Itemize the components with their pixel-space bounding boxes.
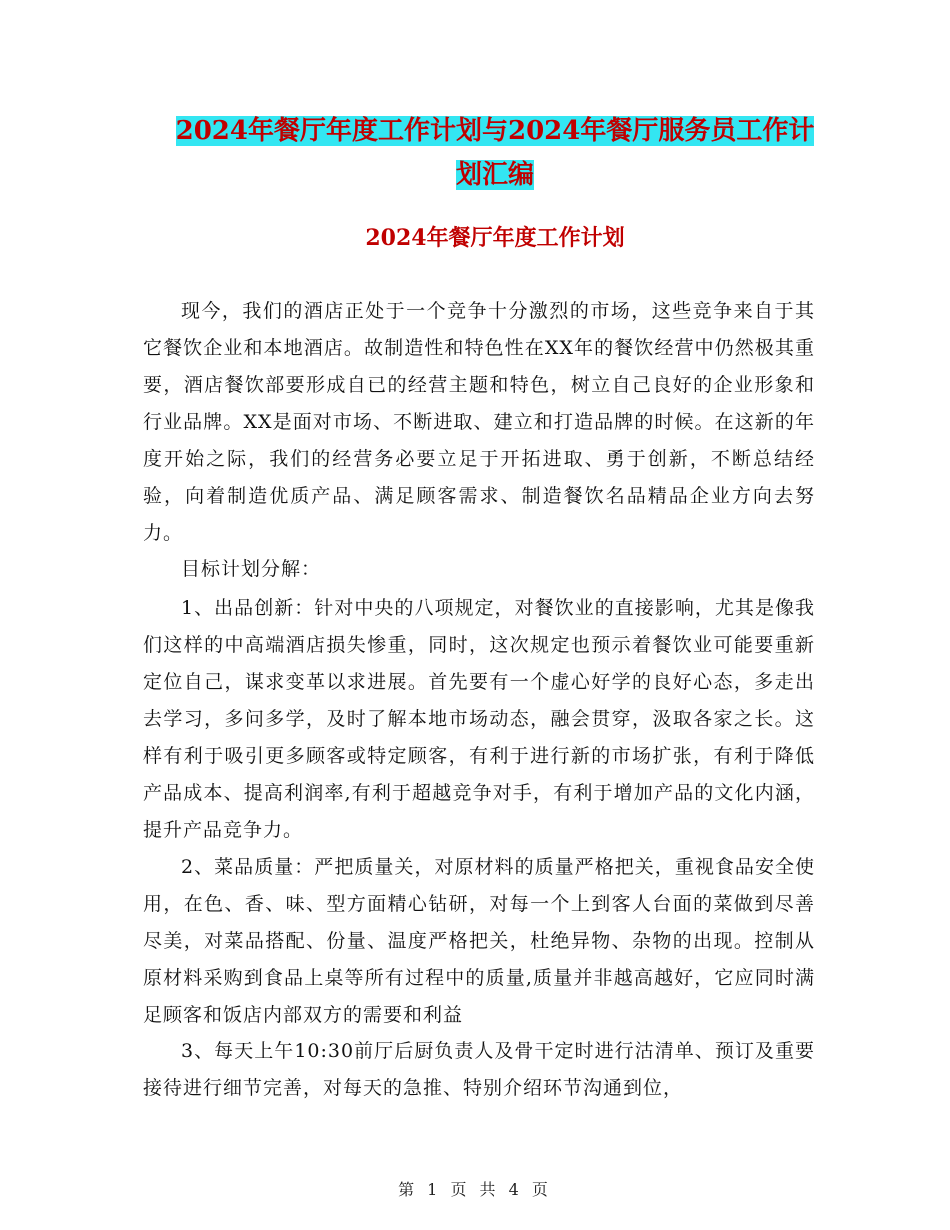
paragraph-item-1: [143, 590, 815, 849]
document-title-line-2: [140, 152, 850, 198]
document-title-highlight-2: 划汇编: [455, 160, 534, 190]
document-title-highlight-1: 2024年餐厅年度工作计划与2024年餐厅服务员工作计: [175, 116, 815, 146]
paragraph-text: 现今，我们的酒店正处于一个竞争十分激烈的市场，这些竞争来自于其它餐饮企业和本地酒店。故制造性和特色性在XX年的餐饮经营中仍然极其重要，酒店餐饮部要形成自已的经营主题和特色，树立自己良好的企业形象和行业品牌。XX是面对市场、不断进取、建立和打造品牌的时候。在这新的年度开始之际，我们的经营务必要立足于开拓进取、勇于创新，不断总结经验，向着制造优质产品、满足顾客需求、制造餐饮名品精品企业方向去努力。: [143, 300, 815, 544]
page-footer: 第 1 页 共 4 页: [398, 1180, 552, 1199]
paragraph-text: 目标计划分解：: [181, 558, 322, 580]
section-heading: 2024年餐厅年度工作计划: [365, 225, 625, 251]
paragraph-intro: [143, 293, 815, 552]
paragraph-text: 1、出品创新：针对中央的八项规定，对餐饮业的直接影响，尤其是像我们这样的中高端酒店损失惨重，同时，这次规定也预示着餐饮业可能要重新定位自己，谋求变革以求进展。首先要有一个虚心好学的良好心态，多走出去学习，多问多学，及时了解本地市场动态，融会贯穿，汲取各家之长。这样有利于吸引更多顾客或特定顾客，有利于进行新的市场扩张，有利于降低产品成本、提高利润率,有利于超越竞争对手，有利于增加产品的文化内涵，提升产品竞争力。: [143, 597, 815, 841]
paragraph-text: 2、菜品质量：严把质量关，对原材料的质量严格把关，重视食品安全使用，在色、香、味、型方面精心钻研，对每一个上到客人台面的菜做到尽善尽美，对菜品搭配、份量、温度严格把关，杜绝异物、杂物的出现。控制从原材料采购到食品上桌等所有过程中的质量,质量并非越高越好，它应同时满足顾客和饭店内部双方的需要和利益: [143, 856, 815, 1026]
document-title-line-1: [140, 108, 850, 154]
paragraph-item-2: [143, 849, 815, 1034]
paragraph-text: 3、每天上午10:30前厅后厨负责人及骨干定时进行沽清单、预订及重要接待进行细节完善，对每天的急推、特别介绍环节沟通到位，: [143, 1040, 815, 1099]
paragraph-item-3: [143, 1033, 815, 1107]
paragraph-goal-breakdown: [143, 551, 815, 588]
